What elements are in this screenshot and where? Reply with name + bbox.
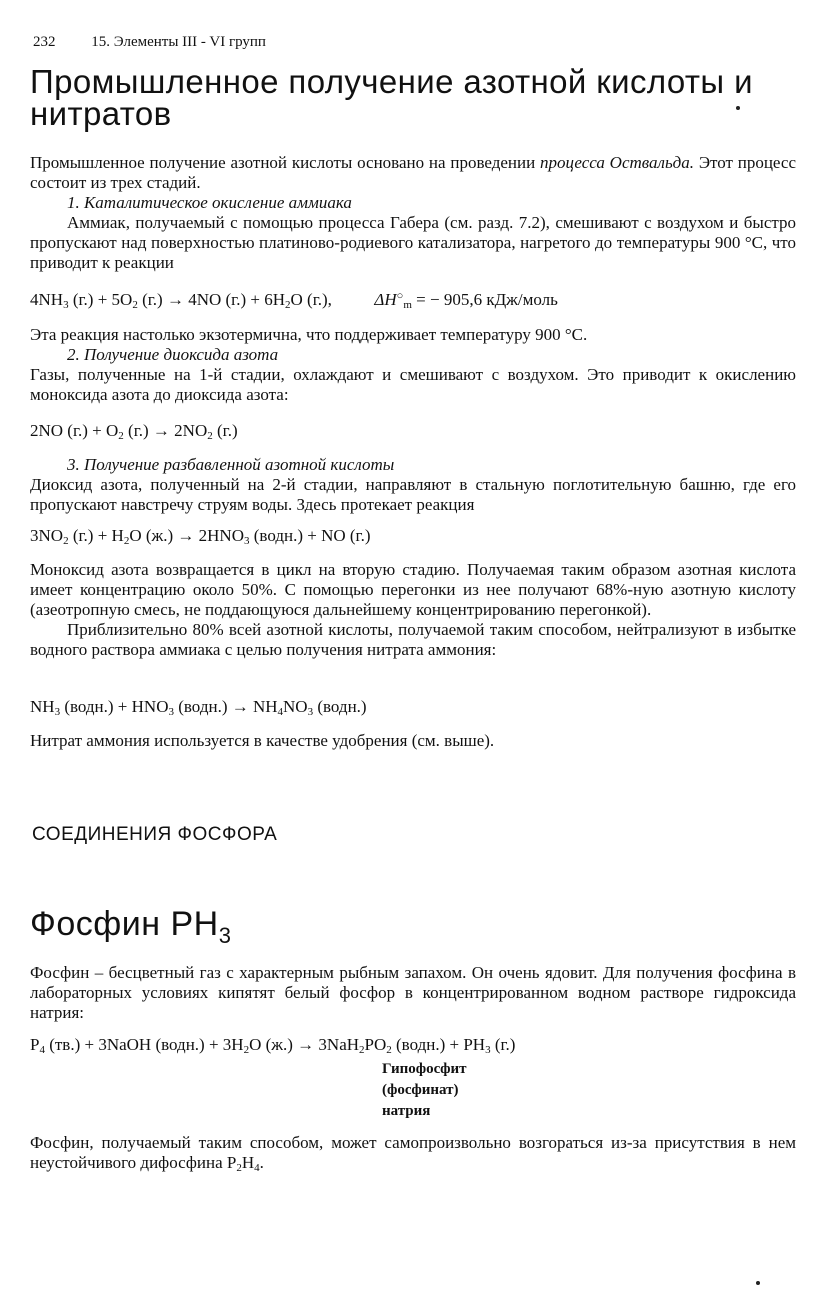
note-line-3: натрия — [382, 1103, 431, 1119]
phosphine-final-text-a: Фосфин, получаемый таким способом, может самопроизвольно возгораться из-за присутствия в нем неустойчивого дифосфина P — [30, 1133, 796, 1172]
stage2-title: 2. Получение диоксида азота — [67, 345, 279, 364]
note-line-1: Гипофосфит — [382, 1061, 467, 1077]
intro-text-b: Этот процесс состоит из трех стадий. — [30, 153, 796, 192]
final-nitrate-text: Нитрат аммония используется в качестве удобрения (см. выше). — [30, 731, 495, 750]
intro-text-a: Промышленное получение азотной кислоты основано на проведении — [30, 153, 540, 172]
running-header — [33, 34, 266, 51]
recycle-paragraph: Моноксид азота возвращается в цикл на вторую стадию. Получаемая таким образом азотная кислота имеет концентрацию около 50%. С помощью перегонки из нее получают 68%-ную азотную кислоту (азеотропную смесь, не поддающуюся дальнейшему концентрированию перегонкой). — [30, 560, 796, 619]
equation-nitric-acid: $3NO_2$ $(г.) + H_2O$ $(ж.) \to 2HNO_3$ (водн.) + NO (г.) — [30, 526, 371, 547]
equation-no-oxidation: 2NO $(г.) + O_2$ $(г.) \to 2NO_2$ (г.) — [30, 421, 238, 442]
running-title: 15. Элементы III - VI групп — [91, 34, 266, 50]
stage2-block — [30, 325, 796, 405]
section-title-nitric-acid: Промышленное получение азотной кислоты и нитратов — [30, 63, 753, 132]
note-line-2: (фосфинат) — [382, 1082, 459, 1098]
equation-ammonia-oxidation: $4NH_3$ $(г.) + 5O_2$ (г.) → 4NO $(г.) + 6H_2O$ (г.), $\Delta H^○_m$ = − 905,6 кДж/моль — [30, 290, 558, 311]
scan-speck — [736, 106, 740, 110]
equation-ammonium-nitrate: $NH_3$ (водн.) + $HNO_3$ (водн.) → $NH_4NO_3$ (водн.) — [30, 697, 367, 718]
eq1-enthalpy: = − 905,6 кДж/моль — [416, 290, 558, 309]
equation-phosphine: $P_4$ (тв.) + 3NaOH (водн.) + $3H_2O$ $(ж.) \to 3NaH_2PO_2$ (водн.) + $PH_3$ (г.) — [30, 1035, 516, 1056]
phosphine-title-text: Фосфин PH — [30, 905, 219, 943]
section-heading-phosphorus: СОЕДИНЕНИЯ ФОСФОРА — [32, 824, 278, 845]
phosphine-title-subscript: 3 — [218, 923, 232, 948]
phosphine-intro: Фосфин – бесцветный газ с характерным рыбным запахом. Он очень ядовит. Для получения фосфина в лабораторных условиях кипятят белый фосфор в концентрированном водном растворе гидроксида натрия: — [30, 963, 796, 1022]
page-number: 232 — [33, 34, 56, 50]
scan-speck — [756, 1281, 760, 1285]
intro-paragraph — [30, 153, 796, 273]
recycle-block — [30, 560, 796, 660]
stage1-text: Аммиак, получаемый с помощью процесса Габера (см. разд. 7.2), смешивают с воздухом и быстро пропускают над поверхностью платиново-родиевого катализатора, нагретого до температуры 900 °C, что приводит к реакции — [30, 213, 796, 272]
stage3-text: Диоксид азота, полученный на 2-й стадии, направляют в стальную поглотительную башню, где его пропускают навстречу струям воды. Здесь протекает реакция — [30, 475, 796, 514]
stage3-title: 3. Получение разбавленной азотной кислоты — [67, 455, 395, 474]
intro-italic: процесса Оствальда. — [539, 153, 695, 172]
stage2-text: Газы, полученные на 1-й стадии, охлаждают и смешивают с воздухом. Это приводит к окислению моноксида азота до диоксида азота: — [30, 365, 796, 404]
neutralization-paragraph: Приблизительно 80% всей азотной кислоты, получаемой таким способом, нейтрализуют в избытке водного раствора аммиака с целью получения нитрата аммония: — [30, 620, 796, 659]
section-title-phosphine — [30, 905, 231, 949]
hypophosphite-note — [382, 1059, 467, 1122]
stage1-title: 1. Каталитическое окисление аммиака — [67, 193, 352, 212]
phosphine-final-text-b: . — [259, 1153, 264, 1172]
after-eq1-text: Эта реакция настолько экзотермична, что поддерживает температуру 900 °C. — [30, 325, 588, 344]
stage3-block — [30, 455, 796, 515]
phosphine-final: Фосфин, получаемый таким способом, может самопроизвольно возгораться из-за присутствия в нем неустойчивого дифосфина $P_2H_4$. — [30, 1133, 796, 1174]
